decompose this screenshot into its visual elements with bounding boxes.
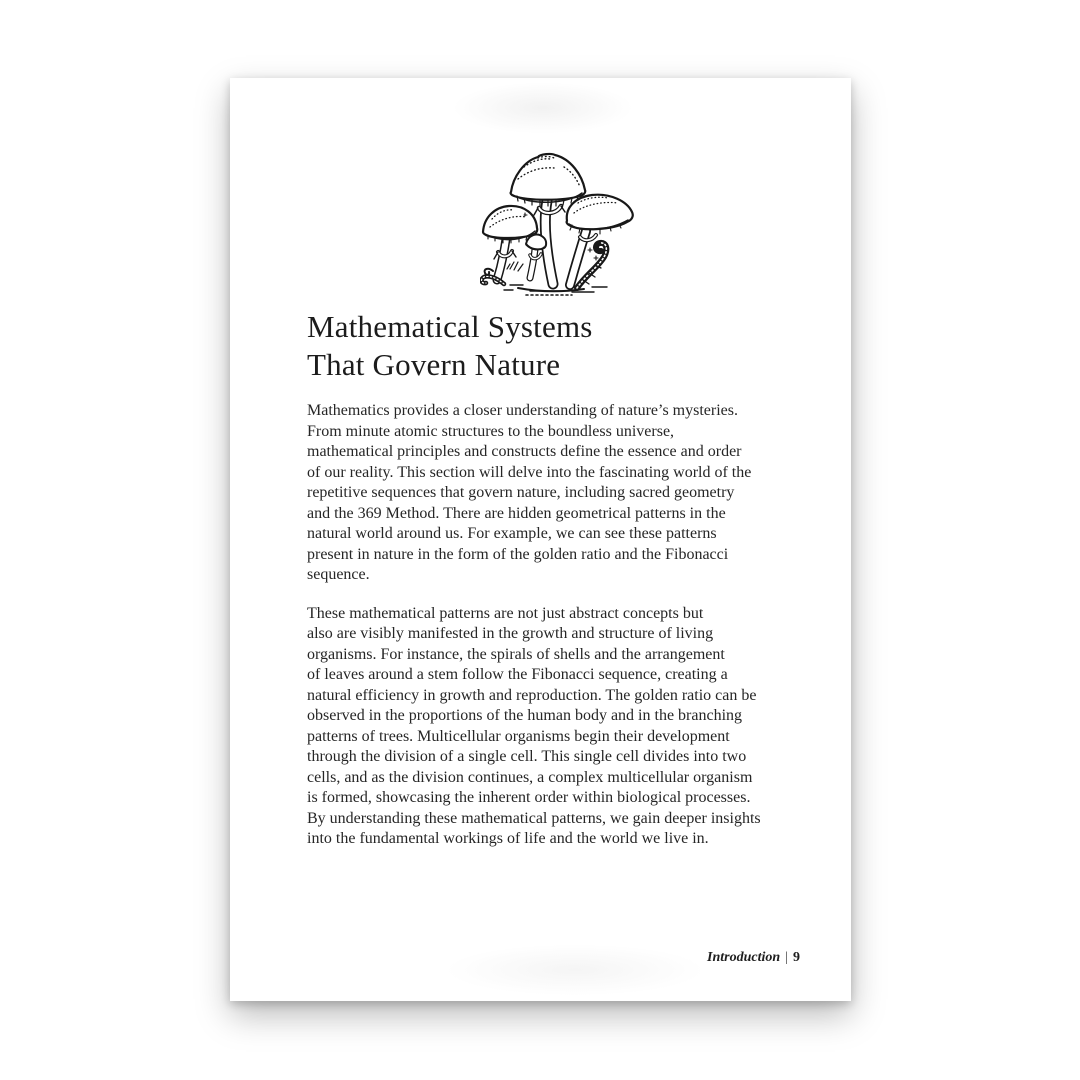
mushrooms-icon	[480, 151, 640, 299]
page-smudge-top	[452, 82, 634, 134]
footer-separator: |	[785, 950, 788, 965]
mushroom-cluster-illustration	[480, 151, 640, 299]
paragraph-1: Mathematics provides a closer understanding of nature’s mysteries. From minute atomic structures to the boundless universe, mathematical principles and constructs define the essence and order of our reality. This section will delve into the fascinating world of the repetitive sequences that govern nature, including sacred geometry and the 369 Method. There are hidden geometrical patterns in the natural world around us. For example, we can see these patterns present in nature in the form of the golden ratio and the Fibonacci sequence.	[307, 402, 752, 583]
page-content	[307, 308, 807, 850]
page-smudge-bottom	[444, 944, 706, 996]
page-footer	[707, 950, 800, 966]
book-page	[230, 78, 851, 1001]
paragraph-2: These mathematical patterns are not just abstract concepts but also are visibly manifested in the growth and structure of living organisms. For instance, the spirals of shells and the arrangement of leaves around a stem follow the Fibonacci sequence, creating a natural efficiency in growth and reproduction. The golden ratio can be observed in the proportions of the human body and in the branching patterns of trees. Multicellular organisms begin their development through the division of a single cell. This single cell divides into two cells, and as the division continues, a complex multicellular organism is formed, showcasing the inherent order within biological processes. By understanding these mathematical patterns, we gain deeper insights into the fundamental workings of life and the world we live in.	[307, 604, 761, 847]
page-title: Mathematical Systems That Govern Nature	[307, 309, 593, 382]
footer-chapter-label: Introduction	[707, 950, 781, 965]
footer-page-number: 9	[793, 950, 800, 965]
